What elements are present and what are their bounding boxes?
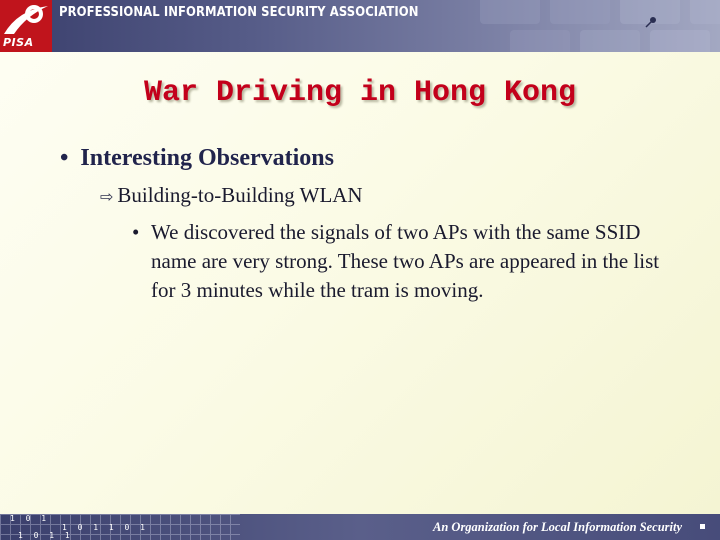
bullet-level-3 [132, 218, 671, 305]
footer-bar [0, 514, 720, 540]
end-square-icon [700, 524, 705, 529]
bullet-level-1 [60, 145, 334, 172]
binary-digits: 1 0 1 [10, 514, 50, 523]
bullet-dot-icon: • [60, 145, 69, 171]
sub-bullet-text: Building-to-Building WLAN [117, 183, 363, 207]
bullet-text: Interesting Observations [80, 145, 334, 171]
hollow-arrow-icon: ⇨ [100, 187, 114, 206]
header-bar [0, 0, 720, 52]
organization-name: PROFESSIONAL INFORMATION SECURITY ASSOCIATION [59, 4, 419, 20]
slide-title: War Driving in Hong Kong [143, 76, 577, 110]
footer-tagline: An Organization for Local Information Security [433, 520, 682, 534]
keyboard-image [470, 0, 720, 52]
observation-text: We discovered the signals of two APs with the same SSID name are very strong. These two APs are appeared in the list for 3 minutes while the tram is moving. [151, 220, 660, 302]
logo-text: PISA [3, 36, 34, 49]
binary-digits: 1 0 1 1 0 1 [62, 523, 148, 532]
binary-digits: 1 0 1 1 [18, 531, 73, 540]
bullet-level-2 [100, 183, 363, 208]
pisa-logo [0, 0, 52, 52]
bullet-dot-icon: • [132, 220, 140, 244]
